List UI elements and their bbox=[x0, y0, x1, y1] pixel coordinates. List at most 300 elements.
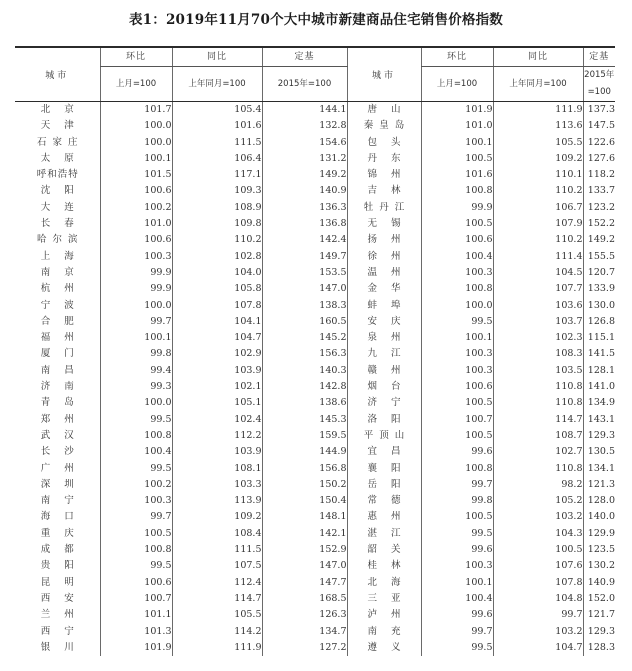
value-mom-left: 100.6 bbox=[100, 575, 172, 591]
table-row bbox=[15, 575, 615, 591]
city-name-right: 九江 bbox=[367, 348, 415, 360]
value-yoy-right: 102.7 bbox=[493, 444, 583, 460]
value-mom-right: 101.6 bbox=[421, 167, 493, 183]
city-name-right: 济宁 bbox=[367, 397, 415, 409]
value-base-left: 138.6 bbox=[262, 395, 347, 411]
header-base-yoy-right: 上年同月=100 bbox=[493, 67, 583, 102]
city-name-right: 秦皇岛 bbox=[363, 120, 411, 132]
table-body bbox=[15, 102, 615, 657]
city-name-right: 赣州 bbox=[367, 364, 415, 376]
value-base-right: 143.1 bbox=[583, 412, 615, 428]
value-mom-right: 100.3 bbox=[421, 558, 493, 574]
value-mom-left: 99.7 bbox=[100, 509, 172, 525]
value-mom-left: 100.3 bbox=[100, 249, 172, 265]
value-base-right: 128.0 bbox=[583, 493, 615, 509]
value-base-left: 147.0 bbox=[262, 281, 347, 297]
city-name-left: 广州 bbox=[40, 462, 88, 474]
value-yoy-right: 110.8 bbox=[493, 395, 583, 411]
city-name-left: 银川 bbox=[40, 641, 88, 653]
value-mom-left: 101.7 bbox=[100, 102, 172, 119]
city-name-left: 武汉 bbox=[40, 429, 88, 441]
value-mom-left: 99.9 bbox=[100, 281, 172, 297]
value-mom-right: 100.3 bbox=[421, 265, 493, 281]
value-yoy-left: 111.5 bbox=[172, 135, 262, 151]
value-base-left: 149.7 bbox=[262, 249, 347, 265]
value-mom-left: 101.0 bbox=[100, 216, 172, 232]
value-mom-right: 100.3 bbox=[421, 346, 493, 362]
value-mom-right: 99.9 bbox=[421, 200, 493, 216]
value-mom-right: 99.5 bbox=[421, 640, 493, 656]
value-mom-right: 100.0 bbox=[421, 298, 493, 314]
value-base-left: 154.6 bbox=[262, 135, 347, 151]
city-name-left: 成都 bbox=[40, 544, 88, 556]
table-row bbox=[15, 591, 615, 607]
city-name-left: 长春 bbox=[40, 218, 88, 230]
table-row bbox=[15, 216, 615, 232]
value-yoy-left: 110.2 bbox=[172, 232, 262, 248]
value-mom-left: 101.9 bbox=[100, 640, 172, 656]
value-yoy-right: 110.2 bbox=[493, 232, 583, 248]
value-mom-left: 100.4 bbox=[100, 444, 172, 460]
value-yoy-right: 102.3 bbox=[493, 330, 583, 346]
city-name-left: 兰州 bbox=[40, 609, 88, 621]
table-row bbox=[15, 379, 615, 395]
city-name-left: 宁波 bbox=[40, 299, 88, 311]
value-mom-right: 100.6 bbox=[421, 232, 493, 248]
city-name-right: 徐州 bbox=[367, 250, 415, 262]
header-group-yoy-left: 同比 bbox=[172, 48, 262, 67]
table-row bbox=[15, 135, 615, 151]
value-base-right: 130.0 bbox=[583, 298, 615, 314]
city-name-right: 惠州 bbox=[367, 511, 415, 523]
value-mom-left: 99.5 bbox=[100, 558, 172, 574]
value-yoy-right: 103.2 bbox=[493, 509, 583, 525]
table-row bbox=[15, 395, 615, 411]
value-base-right: 133.9 bbox=[583, 281, 615, 297]
value-yoy-left: 102.9 bbox=[172, 346, 262, 362]
value-mom-right: 100.8 bbox=[421, 183, 493, 199]
value-mom-left: 100.6 bbox=[100, 232, 172, 248]
value-base-right: 123.5 bbox=[583, 542, 615, 558]
value-mom-right: 100.6 bbox=[421, 379, 493, 395]
value-mom-left: 100.3 bbox=[100, 493, 172, 509]
value-mom-right: 100.5 bbox=[421, 151, 493, 167]
table-row bbox=[15, 330, 615, 346]
value-base-right: 120.7 bbox=[583, 265, 615, 281]
header-group-mom-left: 环比 bbox=[100, 48, 172, 67]
value-base-left: 136.3 bbox=[262, 200, 347, 216]
value-base-left: 150.2 bbox=[262, 477, 347, 493]
value-base-right: 140.0 bbox=[583, 509, 615, 525]
table-row bbox=[15, 428, 615, 444]
table-row bbox=[15, 526, 615, 542]
value-base-left: 132.8 bbox=[262, 118, 347, 134]
value-yoy-left: 106.4 bbox=[172, 151, 262, 167]
value-base-right: 128.3 bbox=[583, 640, 615, 656]
value-yoy-right: 108.7 bbox=[493, 428, 583, 444]
table-row bbox=[15, 444, 615, 460]
value-mom-right: 100.7 bbox=[421, 412, 493, 428]
city-name-right: 岳阳 bbox=[367, 478, 415, 490]
value-base-left: 145.3 bbox=[262, 412, 347, 428]
value-mom-left: 99.3 bbox=[100, 379, 172, 395]
table-row bbox=[15, 200, 615, 216]
value-mom-right: 101.0 bbox=[421, 118, 493, 134]
table-row bbox=[15, 412, 615, 428]
value-base-left: 144.1 bbox=[262, 102, 347, 119]
value-mom-left: 100.0 bbox=[100, 395, 172, 411]
value-base-right: 134.1 bbox=[583, 461, 615, 477]
value-mom-right: 100.4 bbox=[421, 249, 493, 265]
value-yoy-left: 114.7 bbox=[172, 591, 262, 607]
city-name-left: 上海 bbox=[40, 250, 88, 262]
value-yoy-left: 105.5 bbox=[172, 607, 262, 623]
value-mom-right: 99.6 bbox=[421, 444, 493, 460]
value-base-left: 160.5 bbox=[262, 314, 347, 330]
value-yoy-right: 109.2 bbox=[493, 151, 583, 167]
city-name-right: 牡丹江 bbox=[363, 201, 411, 213]
city-name-left: 海口 bbox=[40, 511, 88, 523]
table-row bbox=[15, 183, 615, 199]
city-name-left: 大连 bbox=[40, 201, 88, 213]
value-mom-left: 100.6 bbox=[100, 183, 172, 199]
value-mom-right: 99.5 bbox=[421, 314, 493, 330]
header-row-base bbox=[15, 67, 615, 102]
value-yoy-left: 102.8 bbox=[172, 249, 262, 265]
value-mom-left: 99.5 bbox=[100, 412, 172, 428]
value-base-right: 134.9 bbox=[583, 395, 615, 411]
value-base-left: 126.3 bbox=[262, 607, 347, 623]
city-name-right: 洛阳 bbox=[367, 413, 415, 425]
city-name-right: 金华 bbox=[367, 283, 415, 295]
value-mom-left: 100.1 bbox=[100, 330, 172, 346]
value-mom-left: 100.0 bbox=[100, 118, 172, 134]
city-name-right: 宜昌 bbox=[367, 446, 415, 458]
value-yoy-right: 104.5 bbox=[493, 265, 583, 281]
value-yoy-right: 103.7 bbox=[493, 314, 583, 330]
value-yoy-right: 108.3 bbox=[493, 346, 583, 362]
value-base-left: 144.9 bbox=[262, 444, 347, 460]
value-mom-left: 101.1 bbox=[100, 607, 172, 623]
value-mom-right: 100.8 bbox=[421, 281, 493, 297]
value-yoy-left: 108.9 bbox=[172, 200, 262, 216]
city-name-right: 泉州 bbox=[367, 332, 415, 344]
value-mom-right: 100.1 bbox=[421, 575, 493, 591]
value-base-left: 156.3 bbox=[262, 346, 347, 362]
table-row bbox=[15, 477, 615, 493]
value-yoy-right: 105.5 bbox=[493, 135, 583, 151]
value-yoy-right: 110.8 bbox=[493, 379, 583, 395]
value-base-left: 159.5 bbox=[262, 428, 347, 444]
city-name-right: 三亚 bbox=[367, 592, 415, 604]
header-base-index-left: 2015年=100 bbox=[262, 67, 347, 102]
value-mom-left: 100.2 bbox=[100, 477, 172, 493]
city-name-right: 北海 bbox=[367, 576, 415, 588]
header-group-mom-right: 环比 bbox=[421, 48, 493, 67]
value-base-right: 130.5 bbox=[583, 444, 615, 460]
city-name-right: 吉林 bbox=[367, 185, 415, 197]
price-index-table-container bbox=[15, 46, 615, 656]
table-row bbox=[15, 102, 615, 119]
city-name-left: 西安 bbox=[40, 592, 88, 604]
value-yoy-left: 108.1 bbox=[172, 461, 262, 477]
city-name-left: 南京 bbox=[40, 266, 88, 278]
city-name-right: 烟台 bbox=[367, 381, 415, 393]
value-base-right: 121.3 bbox=[583, 477, 615, 493]
city-name-left: 南宁 bbox=[40, 495, 88, 507]
value-yoy-left: 105.8 bbox=[172, 281, 262, 297]
value-mom-right: 99.5 bbox=[421, 526, 493, 542]
value-yoy-right: 106.7 bbox=[493, 200, 583, 216]
value-yoy-left: 111.9 bbox=[172, 640, 262, 656]
value-yoy-right: 98.2 bbox=[493, 477, 583, 493]
value-mom-right: 100.5 bbox=[421, 395, 493, 411]
value-mom-right: 100.1 bbox=[421, 135, 493, 151]
city-name-right: 襄阳 bbox=[367, 462, 415, 474]
value-base-left: 136.8 bbox=[262, 216, 347, 232]
value-yoy-left: 104.1 bbox=[172, 314, 262, 330]
city-name-left: 南昌 bbox=[40, 364, 88, 376]
table-row bbox=[15, 346, 615, 362]
value-mom-left: 100.7 bbox=[100, 591, 172, 607]
city-name-right: 无锡 bbox=[367, 218, 415, 230]
header-row-group bbox=[15, 48, 615, 67]
value-mom-right: 99.7 bbox=[421, 624, 493, 640]
value-mom-left: 100.0 bbox=[100, 298, 172, 314]
value-base-right: 126.8 bbox=[583, 314, 615, 330]
table-row bbox=[15, 151, 615, 167]
value-base-left: 150.4 bbox=[262, 493, 347, 509]
city-name-left: 哈尔滨 bbox=[36, 234, 84, 246]
value-base-right: 129.3 bbox=[583, 624, 615, 640]
table-row bbox=[15, 461, 615, 477]
value-yoy-left: 107.8 bbox=[172, 298, 262, 314]
value-base-right: 122.6 bbox=[583, 135, 615, 151]
header-base-mom-right: 上月=100 bbox=[421, 67, 493, 102]
value-yoy-left: 112.2 bbox=[172, 428, 262, 444]
city-name-left: 合肥 bbox=[40, 315, 88, 327]
city-name-right: 安庆 bbox=[367, 315, 415, 327]
value-base-right: 141.0 bbox=[583, 379, 615, 395]
city-name-left: 重庆 bbox=[40, 527, 88, 539]
value-base-right: 141.5 bbox=[583, 346, 615, 362]
value-yoy-right: 103.5 bbox=[493, 363, 583, 379]
value-yoy-left: 112.4 bbox=[172, 575, 262, 591]
value-base-left: 148.1 bbox=[262, 509, 347, 525]
table-row bbox=[15, 118, 615, 134]
city-name-right: 蚌埠 bbox=[367, 299, 415, 311]
city-name-left: 长沙 bbox=[40, 446, 88, 458]
value-mom-right: 100.1 bbox=[421, 330, 493, 346]
city-name-right: 平顶山 bbox=[363, 429, 411, 441]
value-base-right: 130.2 bbox=[583, 558, 615, 574]
value-mom-right: 100.5 bbox=[421, 428, 493, 444]
value-yoy-left: 104.0 bbox=[172, 265, 262, 281]
value-base-right: 155.5 bbox=[583, 249, 615, 265]
value-yoy-left: 104.7 bbox=[172, 330, 262, 346]
value-mom-left: 101.3 bbox=[100, 624, 172, 640]
value-yoy-right: 107.8 bbox=[493, 575, 583, 591]
header-group-yoy-right: 同比 bbox=[493, 48, 583, 67]
city-name-right: 唐山 bbox=[367, 104, 415, 115]
value-yoy-left: 103.9 bbox=[172, 363, 262, 379]
city-name-left: 天津 bbox=[40, 120, 88, 132]
city-name-right: 泸州 bbox=[367, 609, 415, 621]
value-yoy-left: 102.4 bbox=[172, 412, 262, 428]
value-base-left: 140.9 bbox=[262, 183, 347, 199]
header-city-right: 城市 bbox=[347, 48, 421, 102]
value-base-right: 115.1 bbox=[583, 330, 615, 346]
table-row bbox=[15, 493, 615, 509]
value-base-right: 118.2 bbox=[583, 167, 615, 183]
value-base-right: 137.3 bbox=[583, 102, 615, 119]
city-name-left: 厦门 bbox=[40, 348, 88, 360]
table-row bbox=[15, 640, 615, 656]
value-mom-left: 100.5 bbox=[100, 526, 172, 542]
value-base-right: 128.1 bbox=[583, 363, 615, 379]
value-yoy-left: 101.6 bbox=[172, 118, 262, 134]
city-name-right: 包头 bbox=[367, 136, 415, 148]
value-mom-left: 99.9 bbox=[100, 265, 172, 281]
city-name-left: 石家庄 bbox=[36, 136, 84, 148]
value-yoy-right: 104.8 bbox=[493, 591, 583, 607]
table-row bbox=[15, 314, 615, 330]
header-group-base-right: 定基 bbox=[583, 48, 615, 67]
header-city-left: 城市 bbox=[15, 48, 100, 102]
table-row bbox=[15, 558, 615, 574]
value-mom-right: 99.7 bbox=[421, 477, 493, 493]
value-mom-right: 101.9 bbox=[421, 102, 493, 119]
value-base-left: 147.7 bbox=[262, 575, 347, 591]
value-yoy-right: 103.6 bbox=[493, 298, 583, 314]
value-yoy-left: 107.5 bbox=[172, 558, 262, 574]
value-yoy-left: 109.8 bbox=[172, 216, 262, 232]
table-row bbox=[15, 167, 615, 183]
value-base-left: 142.4 bbox=[262, 232, 347, 248]
value-base-left: 147.0 bbox=[262, 558, 347, 574]
value-yoy-left: 111.5 bbox=[172, 542, 262, 558]
table-row bbox=[15, 232, 615, 248]
city-name-left: 济南 bbox=[40, 381, 88, 393]
value-mom-right: 100.5 bbox=[421, 509, 493, 525]
value-yoy-right: 107.6 bbox=[493, 558, 583, 574]
value-mom-left: 99.8 bbox=[100, 346, 172, 362]
city-name-left: 沈阳 bbox=[40, 185, 88, 197]
table-row bbox=[15, 363, 615, 379]
city-name-left: 昆明 bbox=[40, 576, 88, 588]
value-base-right: 152.2 bbox=[583, 216, 615, 232]
value-mom-left: 101.5 bbox=[100, 167, 172, 183]
price-index-table bbox=[15, 48, 615, 656]
value-mom-left: 100.1 bbox=[100, 151, 172, 167]
value-base-right: 140.9 bbox=[583, 575, 615, 591]
header-base-yoy-left: 上年同月=100 bbox=[172, 67, 262, 102]
value-yoy-right: 104.3 bbox=[493, 526, 583, 542]
value-yoy-left: 102.1 bbox=[172, 379, 262, 395]
city-name-left: 呼和浩特 bbox=[36, 169, 79, 181]
city-name-left: 北京 bbox=[40, 104, 88, 115]
city-name-right: 常德 bbox=[367, 495, 415, 507]
value-yoy-left: 113.9 bbox=[172, 493, 262, 509]
value-base-right: 127.6 bbox=[583, 151, 615, 167]
value-yoy-right: 103.2 bbox=[493, 624, 583, 640]
value-yoy-right: 107.9 bbox=[493, 216, 583, 232]
value-yoy-left: 117.1 bbox=[172, 167, 262, 183]
value-base-left: 153.5 bbox=[262, 265, 347, 281]
value-mom-right: 100.4 bbox=[421, 591, 493, 607]
value-mom-left: 100.0 bbox=[100, 135, 172, 151]
value-yoy-right: 105.2 bbox=[493, 493, 583, 509]
table-row bbox=[15, 509, 615, 525]
city-name-right: 扬州 bbox=[367, 234, 415, 246]
value-yoy-right: 111.9 bbox=[493, 102, 583, 119]
value-base-right: 147.5 bbox=[583, 118, 615, 134]
value-base-right: 129.3 bbox=[583, 428, 615, 444]
value-base-left: 134.7 bbox=[262, 624, 347, 640]
city-name-right: 韶关 bbox=[367, 544, 415, 556]
value-yoy-left: 109.3 bbox=[172, 183, 262, 199]
city-name-left: 杭州 bbox=[40, 283, 88, 295]
value-base-left: 145.2 bbox=[262, 330, 347, 346]
value-mom-right: 99.8 bbox=[421, 493, 493, 509]
value-mom-right: 100.3 bbox=[421, 363, 493, 379]
city-name-right: 遵义 bbox=[367, 641, 415, 653]
city-name-left: 福州 bbox=[40, 332, 88, 344]
city-name-right: 丹东 bbox=[367, 152, 415, 164]
value-base-left: 138.3 bbox=[262, 298, 347, 314]
value-base-left: 140.3 bbox=[262, 363, 347, 379]
value-yoy-left: 105.1 bbox=[172, 395, 262, 411]
value-base-right: 152.0 bbox=[583, 591, 615, 607]
value-base-right: 129.9 bbox=[583, 526, 615, 542]
value-yoy-left: 103.3 bbox=[172, 477, 262, 493]
value-base-left: 168.5 bbox=[262, 591, 347, 607]
value-base-right: 133.7 bbox=[583, 183, 615, 199]
value-yoy-right: 113.6 bbox=[493, 118, 583, 134]
city-name-left: 西宁 bbox=[40, 625, 88, 637]
value-mom-right: 99.6 bbox=[421, 607, 493, 623]
city-name-right: 锦州 bbox=[367, 169, 415, 181]
table-row bbox=[15, 607, 615, 623]
header-base-index-right: 2015年=100 bbox=[583, 67, 615, 102]
value-base-left: 149.2 bbox=[262, 167, 347, 183]
value-yoy-right: 99.7 bbox=[493, 607, 583, 623]
value-base-left: 152.9 bbox=[262, 542, 347, 558]
value-base-left: 156.8 bbox=[262, 461, 347, 477]
value-base-right: 121.7 bbox=[583, 607, 615, 623]
city-name-right: 桂林 bbox=[367, 560, 415, 572]
value-base-left: 127.2 bbox=[262, 640, 347, 656]
table-row bbox=[15, 542, 615, 558]
value-mom-left: 100.2 bbox=[100, 200, 172, 216]
value-yoy-left: 108.4 bbox=[172, 526, 262, 542]
city-name-right: 南充 bbox=[367, 625, 415, 637]
value-yoy-right: 110.2 bbox=[493, 183, 583, 199]
table-row bbox=[15, 298, 615, 314]
value-yoy-right: 110.8 bbox=[493, 461, 583, 477]
value-mom-left: 99.5 bbox=[100, 461, 172, 477]
value-yoy-right: 114.7 bbox=[493, 412, 583, 428]
table-row bbox=[15, 265, 615, 281]
value-yoy-left: 105.4 bbox=[172, 102, 262, 119]
value-base-right: 123.2 bbox=[583, 200, 615, 216]
city-name-left: 太原 bbox=[40, 152, 88, 164]
value-yoy-left: 114.2 bbox=[172, 624, 262, 640]
value-mom-left: 99.7 bbox=[100, 314, 172, 330]
city-name-left: 郑州 bbox=[40, 413, 88, 425]
value-base-left: 142.1 bbox=[262, 526, 347, 542]
table-row bbox=[15, 624, 615, 640]
